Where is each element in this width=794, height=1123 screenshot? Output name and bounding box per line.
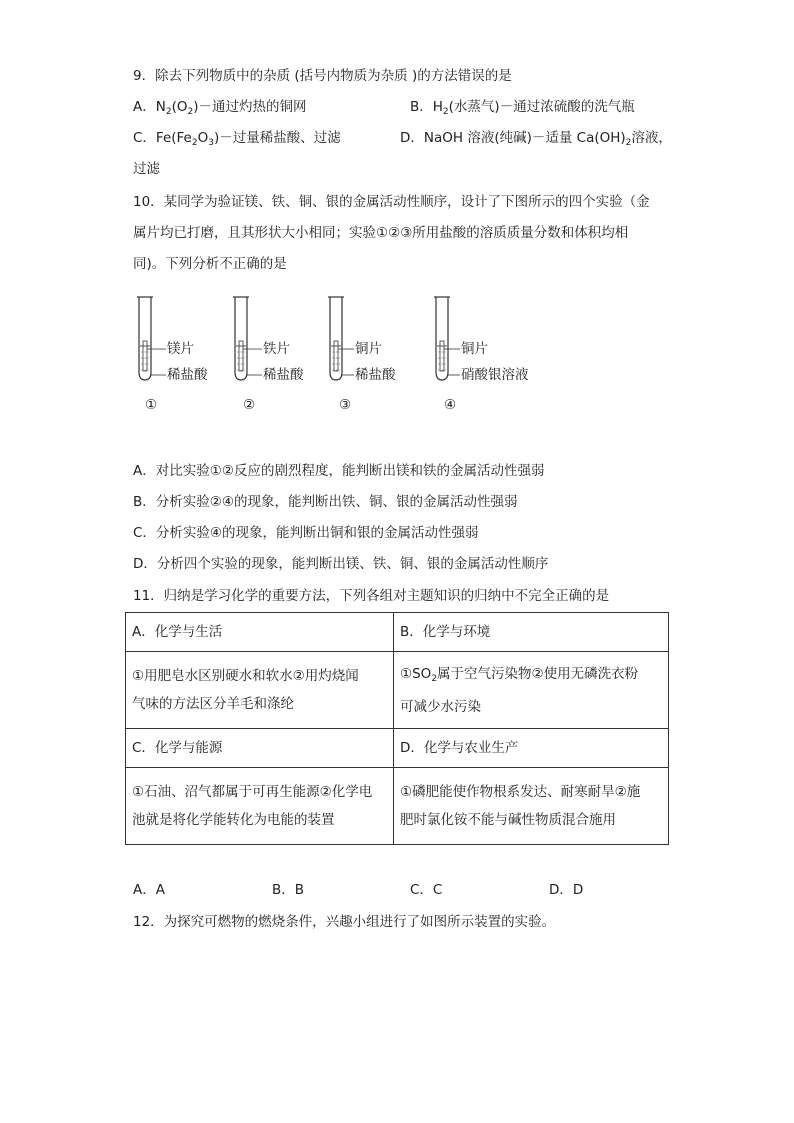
q10-stem-line3: 同)。下列分析不正确的是 bbox=[133, 256, 287, 272]
table-cell-b-head: B．化学与环境 bbox=[394, 613, 669, 652]
q9-stem: 9．除去下列物质中的杂质 (括号内物质为杂质 )的方法错误的是 bbox=[133, 68, 512, 84]
q10-stem-line1: 10．某同学为验证镁、铁、铜、银的金属活动性顺序，设计了下图所示的四个实验（金 bbox=[133, 194, 650, 210]
tube3-solution-label: 稀盐酸 bbox=[355, 367, 396, 383]
tube2-metal-label: 铁片 bbox=[263, 341, 290, 357]
test-tube-1 bbox=[137, 297, 166, 380]
q9-option-d: D．NaOH 溶液(纯碱)－适量 $Ca(OH)_2$溶液， bbox=[400, 130, 672, 148]
tube4-solution-label: 硝酸银溶液 bbox=[461, 367, 529, 383]
q11-stem: 11．归纳是学习化学的重要方法，下列各组对主题知识的归纳中不完全正确的是 bbox=[133, 588, 610, 604]
test-tube-2 bbox=[233, 297, 262, 380]
table-cell-d-head: D．化学与农业生产 bbox=[394, 729, 669, 768]
q11-option-d: D．D bbox=[549, 882, 584, 898]
tube4-number: ④ bbox=[444, 397, 457, 413]
q9-option-d-continued: 过滤 bbox=[133, 161, 160, 177]
q10-stem-line2: 属片均已打磨，且其形状大小相同；实验①②③所用盐酸的溶质质量分数和体积均相 bbox=[133, 225, 629, 241]
q10-option-a: A．对比实验①②反应的剧烈程度，能判断出镁和铁的金属活动性强弱 bbox=[133, 463, 545, 479]
q10-option-d: D．分析四个实验的现象，能判断出镁、铁、铜、银的金属活动性顺序 bbox=[133, 556, 549, 572]
tube2-solution-label: 稀盐酸 bbox=[263, 367, 304, 383]
table-cell-d-body: ①磷肥能使作物根系发达、耐寒耐旱②施 肥时氯化铵不能与碱性物质混合施用 bbox=[394, 768, 669, 845]
q12-stem: 12．为探究可燃物的燃烧条件，兴趣小组进行了如图所示装置的实验。 bbox=[133, 914, 556, 930]
table-cell-c-head: C．化学与能源 bbox=[126, 729, 394, 768]
q10-option-c: C．分析实验④的现象，能判断出铜和银的金属活动性强弱 bbox=[133, 525, 479, 541]
q10-option-b: B．分析实验②④的现象，能判断出铁、铜、银的金属活动性强弱 bbox=[133, 494, 518, 510]
q9-option-a: A．$N_2(O_2)-$通过灼热的铜网 bbox=[133, 99, 307, 117]
q9-option-b: B．$H_2$(水蒸气)－通过浓硫酸的洗气瓶 bbox=[410, 99, 635, 117]
q11-option-b: B．B bbox=[272, 882, 305, 898]
table-cell-b-body: $①SO_2$属于空气污染物②使用无磷洗衣粉 可减少水污染 bbox=[394, 652, 669, 729]
table-cell-a-body: ①用肥皂水区别硬水和软水②用灼烧闻 气味的方法区分羊毛和涤纶 bbox=[126, 652, 394, 729]
table-cell-a-head: A．化学与生活 bbox=[126, 613, 394, 652]
q11-option-c: C．C bbox=[410, 882, 443, 898]
tube4-metal-label: 铜片 bbox=[461, 341, 488, 357]
tube3-number: ③ bbox=[339, 397, 352, 413]
q11-knowledge-table bbox=[125, 612, 669, 845]
tube1-solution-label: 稀盐酸 bbox=[167, 367, 208, 383]
test-tube-3 bbox=[328, 297, 354, 380]
tube2-number: ② bbox=[243, 397, 256, 413]
tube3-metal-label: 铜片 bbox=[355, 341, 382, 357]
q9-option-c: C．$Fe(Fe_2O_3)-$过量稀盐酸、过滤 bbox=[133, 130, 341, 148]
tube1-number: ① bbox=[145, 397, 158, 413]
q11-option-a: A．A bbox=[133, 882, 165, 898]
tube1-metal-label: 镁片 bbox=[167, 341, 194, 357]
test-tube-4 bbox=[434, 297, 460, 380]
table-cell-c-body: ①石油、沼气都属于可再生能源②化学电 池就是将化学能转化为电能的装置 bbox=[126, 768, 394, 845]
